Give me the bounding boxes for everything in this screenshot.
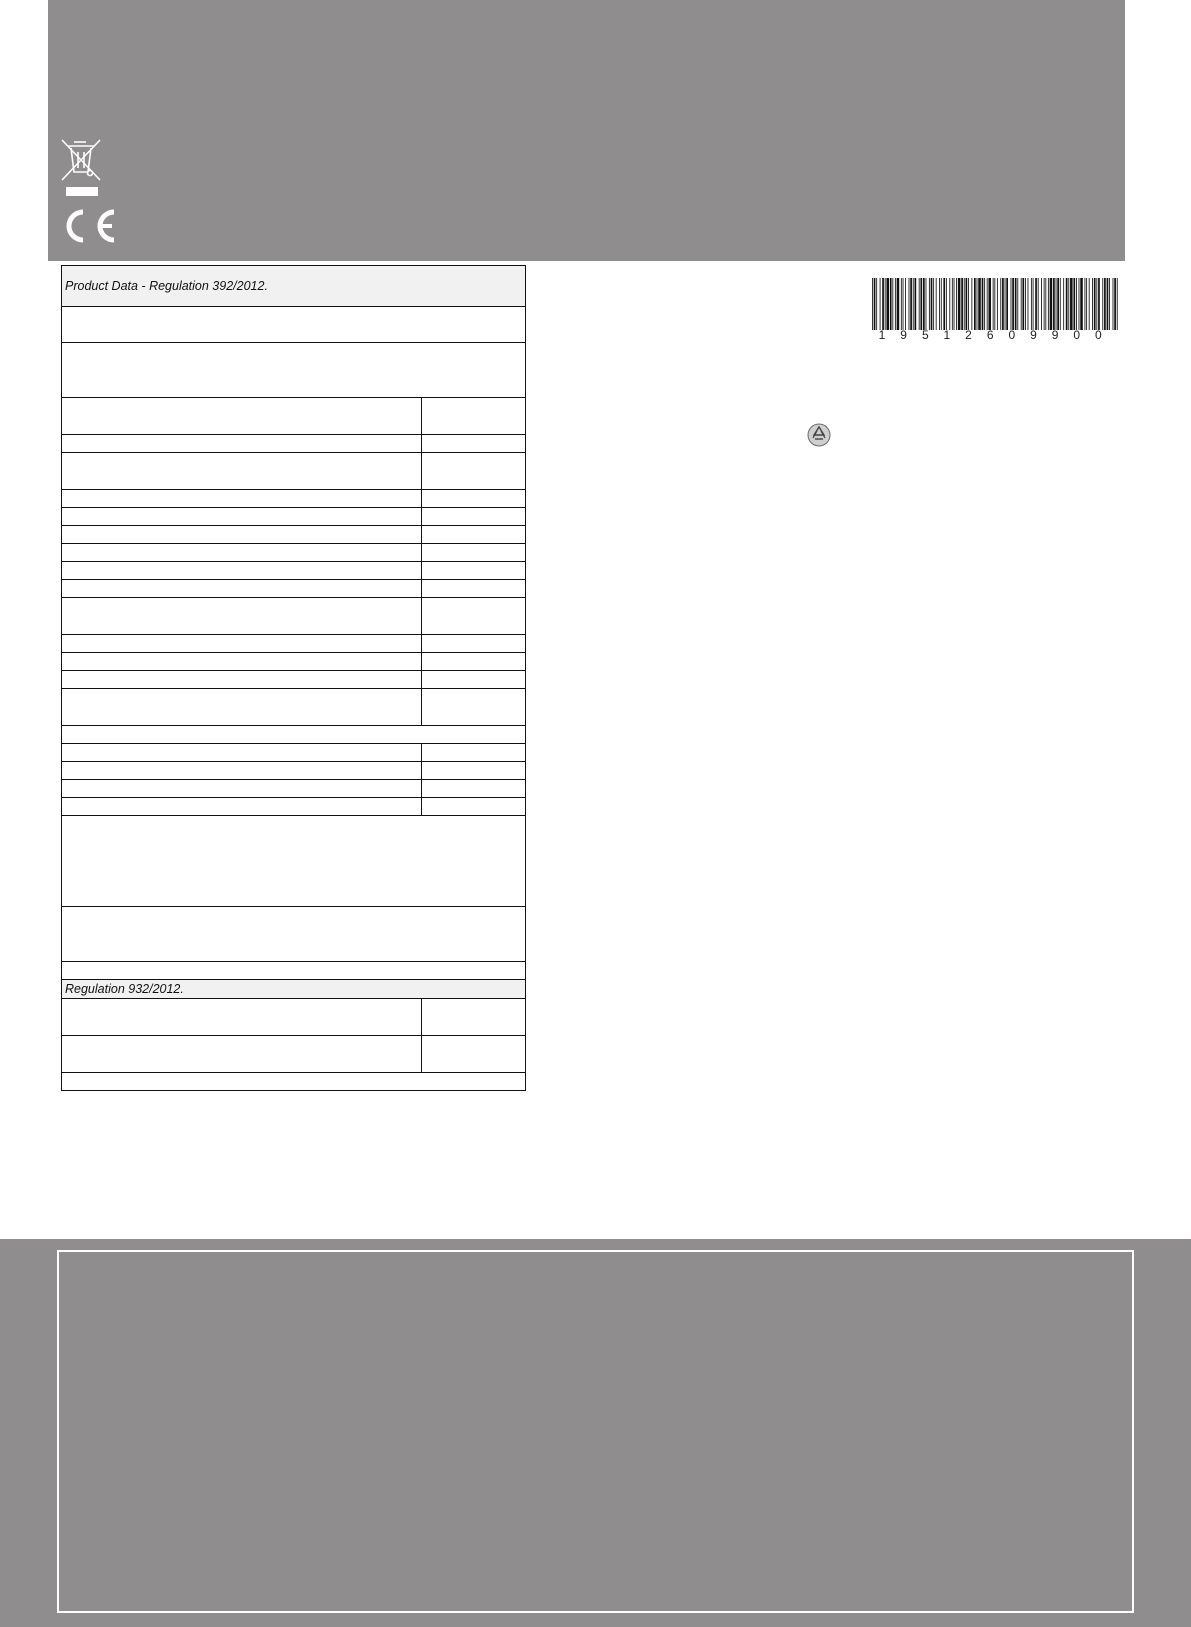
table-row	[62, 798, 526, 816]
barcode-bar	[988, 278, 991, 330]
barcode-bar	[952, 278, 953, 330]
table-row	[62, 635, 526, 653]
barcode-bar	[1057, 278, 1059, 330]
barcode-bar	[1117, 278, 1118, 330]
barcode-bar	[1089, 278, 1090, 330]
table-row	[62, 999, 526, 1036]
barcode-bar	[949, 278, 950, 330]
barcode-bar	[1041, 278, 1042, 330]
top-panel-background	[48, 0, 1125, 261]
barcode-bar	[1038, 278, 1039, 330]
barcode-bar	[920, 278, 922, 330]
barcode-bar	[909, 278, 910, 330]
barcode-bar	[1015, 278, 1017, 330]
barcode-bar	[1005, 278, 1006, 330]
barcode-bar	[943, 278, 945, 330]
barcode-bar	[1094, 278, 1096, 330]
barcode-bar	[1035, 278, 1037, 330]
barcode-bar	[1060, 278, 1061, 330]
barcode-bar	[954, 278, 955, 330]
barcode-digit: 1	[878, 328, 886, 340]
bottom-white-frame	[57, 1250, 1134, 1613]
barcode-bar	[880, 278, 881, 330]
barcode-bar	[1079, 278, 1080, 330]
barcode-bar	[1044, 278, 1045, 330]
barcode-bar	[971, 278, 972, 330]
table-row	[62, 1036, 526, 1073]
barcode-bar	[958, 278, 961, 330]
barcode-bar	[901, 278, 902, 330]
table-row	[62, 907, 526, 962]
barcode-bar	[1031, 278, 1032, 330]
barcode-bar	[1000, 278, 1001, 330]
barcode-bar	[956, 278, 957, 330]
barcode-bar	[876, 278, 877, 330]
barcode-bar	[966, 278, 968, 330]
table-row	[62, 453, 526, 490]
top-grey-panel	[48, 0, 1125, 261]
barcode-bar	[933, 278, 934, 330]
barcode-bar	[931, 278, 933, 330]
barcode-bar	[961, 278, 963, 330]
barcode-bar	[977, 278, 978, 330]
table-row	[62, 526, 526, 544]
table-row	[62, 816, 526, 907]
barcode-bar	[1104, 278, 1106, 330]
barcode-bar	[1002, 278, 1004, 330]
barcode-bar	[1109, 278, 1110, 330]
barcode-bar	[984, 278, 985, 330]
barcode-bar	[1068, 278, 1069, 330]
barcode-bar	[1033, 278, 1034, 330]
barcode-bar	[987, 278, 988, 330]
barcode-bar	[1045, 278, 1046, 330]
table-row	[62, 762, 526, 780]
barcode-bar	[874, 278, 876, 330]
barcode-bar	[1096, 278, 1097, 330]
barcode-bar	[974, 278, 976, 330]
barcode-bar	[1017, 278, 1018, 330]
barcode-bar	[885, 278, 886, 330]
barcode-digit: 9	[1030, 328, 1037, 340]
barcode-bar	[1098, 278, 1100, 330]
barcode-bar	[946, 278, 947, 330]
table-row	[62, 343, 526, 398]
barcode-bar	[997, 278, 998, 330]
barcode-bar	[1050, 278, 1053, 330]
table-row	[62, 653, 526, 671]
barcode-bar	[895, 278, 896, 330]
barcode-bar	[1066, 278, 1068, 330]
barcode-bar	[1086, 278, 1087, 330]
table-row	[62, 962, 526, 980]
barcode-bar	[913, 278, 914, 330]
barcode-bar	[1070, 278, 1073, 330]
barcode-bar	[1053, 278, 1055, 330]
product-data-table	[61, 265, 526, 1091]
barcode-bar	[939, 278, 940, 330]
ce-mark-icon	[62, 205, 118, 247]
barcode	[870, 278, 1120, 340]
barcode-bar	[994, 278, 995, 330]
barcode-bar	[1021, 278, 1022, 330]
table-row	[62, 689, 526, 726]
barcode-digit: 9	[1051, 328, 1059, 340]
barcode-bar	[936, 278, 937, 330]
barcode-bar	[905, 278, 906, 330]
barcode-digit: 0	[1073, 328, 1081, 340]
barcode-bar	[1028, 278, 1029, 330]
barcode-bar	[1048, 278, 1049, 330]
regulation-subheader-row	[62, 980, 526, 999]
crossed-out-wheelie-bin-icon	[60, 138, 104, 198]
barcode-bar	[1073, 278, 1075, 330]
barcode-bar	[1107, 278, 1109, 330]
barcode-digit: 0	[1095, 328, 1102, 340]
barcode-bar	[903, 278, 904, 330]
barcode-bar	[1092, 278, 1093, 330]
barcode-bar	[1113, 278, 1114, 330]
barcode-bar	[1080, 278, 1083, 330]
table-row	[62, 780, 526, 798]
barcode-bar	[978, 278, 981, 330]
table-row	[62, 671, 526, 689]
barcode-bar	[941, 278, 942, 330]
barcode-bar	[964, 278, 965, 330]
barcode-bar	[1102, 278, 1103, 330]
barcode-digit: 9	[900, 328, 907, 340]
table-row	[62, 1073, 526, 1091]
table-row	[62, 307, 526, 343]
barcode-bar	[897, 278, 900, 330]
barcode-digit: 1	[943, 328, 951, 340]
barcode-bar	[1022, 278, 1024, 330]
barcode-digit: 6	[986, 328, 994, 340]
barcode-bar	[910, 278, 912, 330]
barcode-digit: 0	[1008, 328, 1016, 340]
barcode-bar	[929, 278, 930, 330]
barcode-bar	[892, 278, 893, 330]
barcode-bar	[982, 278, 984, 330]
barcode-bar	[1011, 278, 1012, 330]
barcode-bar	[1076, 278, 1077, 330]
table-row	[62, 726, 526, 744]
barcode-bar	[926, 278, 927, 330]
table-row	[62, 562, 526, 580]
table-row	[62, 398, 526, 435]
barcode-bar	[872, 278, 873, 330]
barcode-bar	[890, 278, 892, 330]
table-row	[62, 508, 526, 526]
barcode-bar	[886, 278, 889, 330]
table-header-title: Product Data - Regulation 392/2012.	[62, 266, 526, 307]
barcode-bar	[1063, 278, 1064, 330]
barcode-digit: 5	[921, 328, 929, 340]
barcode-bar	[923, 278, 925, 330]
table-row	[62, 598, 526, 635]
barcode-bar	[993, 278, 994, 330]
barcode-bar	[968, 278, 969, 330]
barcode-bar	[1114, 278, 1116, 330]
barcode-bar	[1056, 278, 1057, 330]
barcode-bar	[915, 278, 917, 330]
barcode-bars	[872, 278, 1118, 330]
barcode-digit: 2	[965, 328, 972, 340]
table-row	[62, 580, 526, 598]
barcode-bar	[919, 278, 920, 330]
table-header-row	[62, 266, 526, 307]
table-row	[62, 544, 526, 562]
recycle-icon	[806, 422, 832, 448]
barcode-bar	[1085, 278, 1086, 330]
table-row	[62, 435, 526, 453]
table-row	[62, 744, 526, 762]
barcode-bar	[1025, 278, 1026, 330]
barcode-bar	[1006, 278, 1008, 330]
regulation-subheader: Regulation 932/2012.	[62, 980, 526, 999]
barcode-bar	[882, 278, 884, 330]
barcode-bar	[1012, 278, 1014, 330]
table-row	[62, 490, 526, 508]
